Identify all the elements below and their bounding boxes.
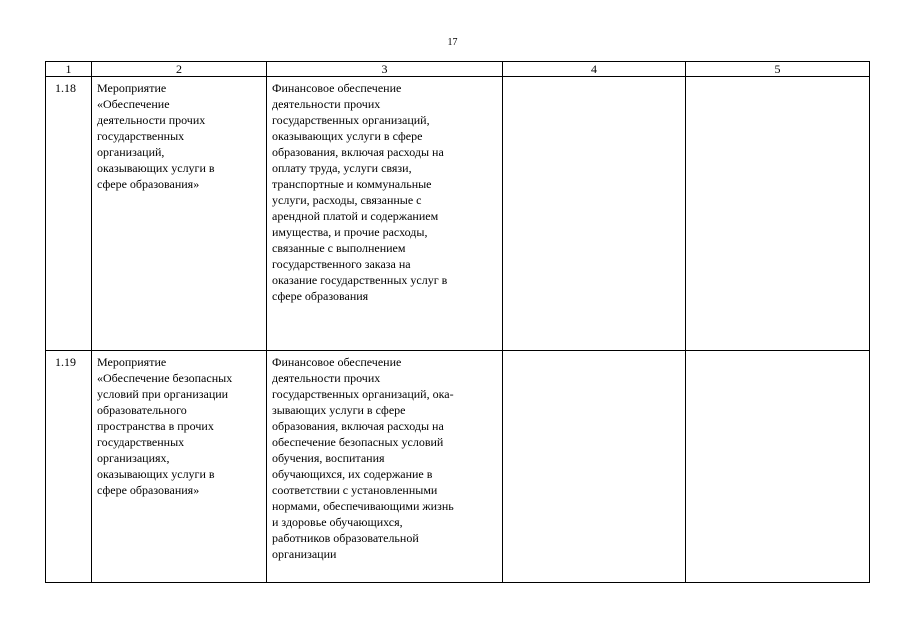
measure-description-cell: Финансовое обеспечение деятельности прочих государственных организаций, ока- зывающих услуги в сфере образования, включая расходы на обеспечение безопасных условий обучения, воспитания обучающихся, их содержание в соответствии с установленными нормами, обеспечивающими жизнь и здоровье обучающихся, работников образовательной организации: [267, 351, 503, 583]
measure-description-cell: Финансовое обеспечение деятельности прочих государственных организаций, оказывающих услуги в сфере образования, включая расходы на оплату труда, услуги связи, транспортные и коммунальные услуги, расходы, связанные с арендной платой и содержанием имущества, и прочие расходы, связанные с выполнением государственного заказа на оказание государственных услуг в сфере образования: [267, 77, 503, 351]
table-row: [46, 351, 870, 583]
row-number-cell: 1.18: [46, 77, 92, 351]
measure-name-cell: Мероприятие «Обеспечение безопасных условий при организации образовательного пространства в прочих государственных организациях, оказывающих услуги в сфере образования»: [92, 351, 267, 583]
column-header-1: 1: [46, 62, 92, 77]
table-header-row: [46, 62, 870, 77]
column-header-2: 2: [92, 62, 267, 77]
column-header-5: 5: [686, 62, 870, 77]
column-header-3: 3: [267, 62, 503, 77]
column-4-cell: [503, 77, 686, 351]
budget-measures-table: [45, 61, 870, 583]
column-5-cell: [686, 77, 870, 351]
row-number-cell: 1.19: [46, 351, 92, 583]
page-number: 17: [447, 37, 458, 48]
column-header-4: 4: [503, 62, 686, 77]
table-row: [46, 77, 870, 351]
measure-name-cell: Мероприятие «Обеспечение деятельности прочих государственных организаций, оказывающих услуги в сфере образования»: [92, 77, 267, 351]
column-5-cell: [686, 351, 870, 583]
column-4-cell: [503, 351, 686, 583]
